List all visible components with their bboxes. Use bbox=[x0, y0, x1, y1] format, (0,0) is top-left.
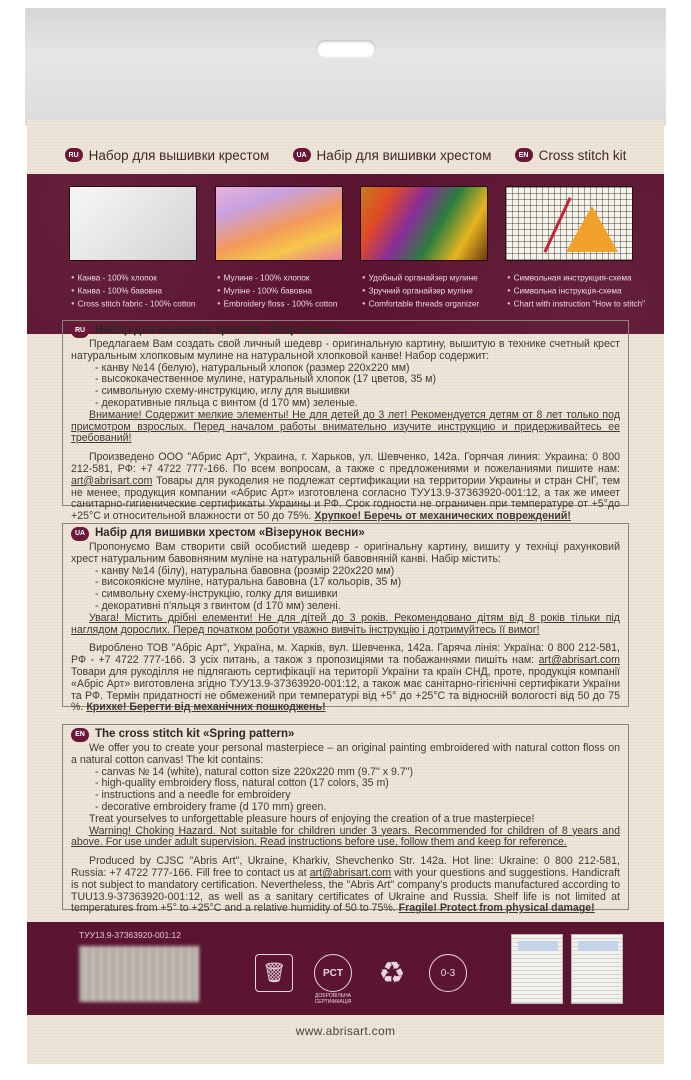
section-en-warning: Warning! Choking Hazard. Not suitable for children under 3 years. Recommended for children of 8 years and above. For use under adult supervision. Read instructions before use, follow them and keep for reference. bbox=[71, 824, 620, 849]
section-ua-warning: Увага! Містить дрібні елементи! Не для дітей до 3 років. Рекомендовано дітям від 8 років тільки під наглядом дорослих. Перед початком роботи уважно вивчіть інструкцію і дотримуйтесь її вимог! bbox=[71, 611, 620, 636]
feature-item: ● Символьна інструкція-схема bbox=[507, 285, 657, 298]
feature-list-chart bbox=[507, 272, 657, 311]
list-item: - instructions and a needle for embroidery bbox=[95, 789, 291, 802]
age-warning-label: 0-3 bbox=[440, 967, 456, 979]
section-ua-contents bbox=[71, 566, 620, 613]
header-ru bbox=[65, 148, 270, 163]
section-en-title: The cross stitch kit «Spring pattern» bbox=[95, 728, 295, 741]
list-item: - канву №14 (білу), натуральна бавовна (розмір 220х220 мм) bbox=[95, 564, 395, 577]
producer-text: Вироблено ТОВ "Абріс Арт", Україна, м. Харків, вул. Шевченка, 142а. Гаряча лінія: Україна: 0 800 212-581, РФ - +7 4722 777-166. З усіх питань, а також з пропозиціями та побажаннями пишіть нам: bbox=[71, 642, 620, 667]
age-warning-icon bbox=[429, 954, 467, 992]
feature-item: ● Мулине - 100% хлопок bbox=[217, 272, 357, 285]
ru-badge: RU bbox=[71, 324, 89, 338]
ua-badge: UA bbox=[293, 148, 311, 162]
header-ua-label: Набір для вишивки хрестом bbox=[316, 147, 492, 163]
feature-item: ● Канва - 100% бавовна bbox=[71, 285, 211, 298]
certification-mark-label: ДОБРОВІЛЬНА СЕРТИФІКАЦІЯ bbox=[314, 993, 352, 1005]
list-item: - символьну схему-інструкцію, голку для вишивки bbox=[95, 588, 338, 601]
list-item: - високоякісне муліне, натуральна бавовна (17 кольорів, 35 м) bbox=[95, 576, 402, 589]
section-en-contents bbox=[71, 767, 620, 814]
list-item: - символьную схему-инструкцию, иглу для вышивки bbox=[95, 385, 350, 398]
fragile-note: Хрупкое! Беречь от механических повреждений! bbox=[314, 510, 571, 523]
package-card bbox=[27, 120, 664, 1064]
feature-list-organizer bbox=[362, 272, 502, 311]
section-ru-contents bbox=[71, 363, 620, 410]
section-ru bbox=[62, 320, 629, 523]
email-link[interactable]: art@abrisart.com bbox=[538, 654, 620, 667]
fragile-note: Крихке! Берегти від механічних пошкоджень! bbox=[86, 701, 326, 714]
section-ua-intro: Пропонуємо Вам створити свій особистий шедевр - оригінальну картину, вишиту у техніці рахунковий хрест натуральним бавовняним муліне на натуральній бавовняній канві. Набір містить: bbox=[71, 541, 620, 565]
barcode bbox=[79, 946, 199, 1002]
list-item: - высококачественное мулине, натуральный хлопок (17 цветов, 35 м) bbox=[95, 373, 436, 386]
certification-mark-icon: PCT bbox=[314, 954, 352, 992]
header-en bbox=[515, 148, 627, 163]
section-ru-warning: Внимание! Содержит мелкие элементы! Не для детей до 3 лет! Рекомендуется детям от 8 лет только под присмотром взрослых. Перед началом работы внимательно изучите инструкцию и придерживайтесь ее требований! bbox=[71, 408, 620, 445]
header-ru-label: Набор для вышивки крестом bbox=[88, 147, 270, 163]
header-ua bbox=[293, 148, 492, 163]
ru-badge: RU bbox=[65, 148, 83, 162]
chart-photo bbox=[505, 186, 633, 261]
certification-text: Товары для рукоделия не подлежат сертификации на территории Украины и стран СНГ, тем не менее, продукция компании «Абрис Арт» изготовлена согласно ТУУ13.9-37363920-001:12, а так же имеет санитарно-гигиенические сертификаты Украины и РФ. Срок годности не ограничен при температуре от +5°до +25°С и относительной влажности от 50 до 75%. bbox=[71, 474, 620, 523]
list-item: - high-quality embroidery floss, natural cotton (17 colors, 35 m) bbox=[95, 777, 389, 790]
feature-list-floss bbox=[217, 272, 357, 311]
feature-item: ● Зручний органайзер муліне bbox=[362, 285, 502, 298]
feature-item: ● Символьная инструкция-схема bbox=[507, 272, 657, 285]
hanger-tab bbox=[25, 8, 666, 126]
en-badge: EN bbox=[71, 728, 89, 742]
feature-item: ● Chart with instruction "How to stitch" bbox=[507, 298, 657, 311]
fragile-note: Fragile! Protect from physical damage! bbox=[398, 902, 595, 915]
organizer-photo bbox=[360, 186, 488, 261]
certification-text: with your questions and suggestions. Handicraft is not subject to mandatory certification. Nevertheless, the "Abris Art" company's products manufactured according to TUU13.9-37363920-001:12, as well as a sanitary certificates of Ukraine and Russia. Shelf life is not limited at temperatures from +5° to +25°C and a relative humidity of 50 to 75%. bbox=[71, 866, 620, 915]
feature-item: ● Comfortable threads organizer bbox=[362, 298, 502, 311]
chart-thread bbox=[543, 197, 571, 253]
producer-text: Produced by CJSC "Abris Art", Ukraine, Kharkiv, Shevchenko Str. 142a. Hot line: Ukraine: 0 800 212-581, Russia: +7 4722 777-166. Fill free to contact us at bbox=[71, 855, 620, 879]
feature-list-canvas bbox=[71, 272, 211, 311]
language-header bbox=[27, 144, 664, 166]
list-item: - канву №14 (белую), натуральный хлопок (размер 220х220 мм) bbox=[95, 361, 410, 374]
list-item: - декоративні п'яльця з гвинтом (d 170 мм) зелені. bbox=[95, 599, 341, 612]
standard-code: ТУУ13.9-37363920-001:12 bbox=[79, 930, 182, 940]
certificate-image bbox=[571, 934, 623, 1004]
feature-item: ● Канва - 100% хлопок bbox=[71, 272, 211, 285]
ua-badge: UA bbox=[71, 527, 89, 541]
section-ua-title: Набір для вишивки хрестом «Візерунок весни» bbox=[95, 527, 365, 540]
section-en-header bbox=[71, 728, 620, 742]
feature-item: ● Cross stitch fabric - 100% cotton bbox=[71, 298, 211, 311]
email-link[interactable]: art@abrisart.com bbox=[309, 866, 392, 879]
hanger-hole bbox=[316, 40, 376, 58]
section-en-intro: We offer you to create your personal masterpiece – an original painting embroidered with natural cotton floss on a natural cotton canvas! The kit contains: bbox=[71, 742, 620, 766]
website-url[interactable]: www.abrisart.com bbox=[295, 1024, 396, 1038]
section-en-extra: Treat yourselves to unforgettable pleasure hours of enjoying the creation of a true masterpiece! bbox=[89, 812, 535, 825]
section-ru-header bbox=[71, 324, 620, 338]
section-ua bbox=[62, 523, 629, 714]
section-en bbox=[62, 724, 629, 915]
section-ru-intro: Предлагаем Вам создать свой личный шедевр - оригинальную картину, вышитую в технике счетный крест натуральным хлопковым мулине на натуральной хлопковой канве! Набор содержит: bbox=[71, 338, 620, 362]
certification-text: Товари для рукоділля не підлягають сертифікації на території України та країн СНД, проте, продукція компанії «Абріс Арт» виготовлена згідно ТУУ13.9-37363920-001:12, а також має санітарно-гігієнічні сертифікати України та РФ. Термін придатності не обмежений при температурі від +5° до +25°С та відносній вологості від 50 до 75 %. bbox=[71, 665, 620, 714]
section-ru-producer bbox=[71, 452, 620, 523]
en-badge: EN bbox=[515, 148, 533, 162]
feature-item: ● Удобный органайзер мулине bbox=[362, 272, 502, 285]
list-item: - декоративные пяльца с винтом (d 170 мм) зеленые. bbox=[95, 396, 358, 409]
feature-item: ● Embroidery floss - 100% cotton bbox=[217, 298, 357, 311]
list-item: - decorative embroidery frame (d 170 mm) green. bbox=[95, 800, 327, 813]
section-en-producer bbox=[71, 856, 620, 915]
feature-item: ● Муліне - 100% бавовна bbox=[217, 285, 357, 298]
footer-band bbox=[27, 922, 664, 1015]
chart-motif bbox=[566, 206, 618, 252]
header-en-label: Cross stitch kit bbox=[538, 147, 627, 163]
section-ua-producer bbox=[71, 643, 620, 714]
feature-band bbox=[27, 174, 664, 334]
section-ua-header bbox=[71, 527, 620, 541]
list-item: - canvas № 14 (white), natural cotton size 220x220 mm (9.7" x 9.7") bbox=[95, 765, 414, 778]
section-ru-title: Набор для вышивки крестом «Узор весны» bbox=[95, 324, 344, 337]
recycle-icon: ♻ bbox=[378, 956, 406, 990]
email-link[interactable]: art@abrisart.com bbox=[71, 474, 153, 487]
trash-bin-icon: 🗑 bbox=[255, 954, 293, 992]
certificate-image bbox=[511, 934, 563, 1004]
floss-photo bbox=[215, 186, 343, 261]
producer-text: Произведено ООО "Абрис Арт", Украина, г. Харьков, ул. Шевченко, 142а. Горячая линия: Украина: 0 800 212-581, РФ: +7 4722 777-166. По всем вопросам, а также с предложениями и пожеланиями пишите нам: bbox=[71, 451, 620, 475]
canvas-photo bbox=[69, 186, 197, 261]
